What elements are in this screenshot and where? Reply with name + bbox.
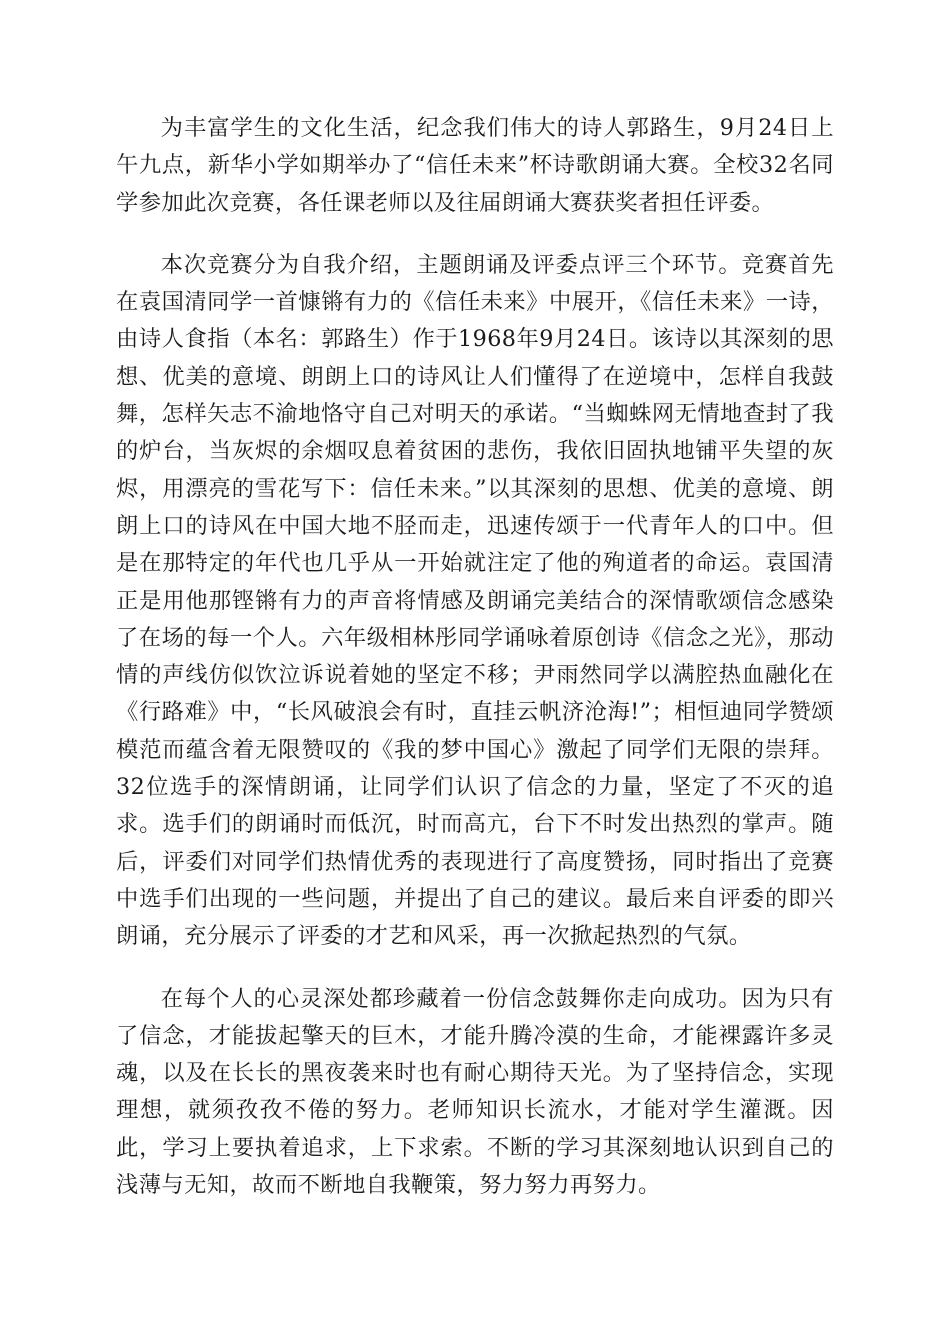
paragraph-reflection: 在每个人的心灵深处都珍藏着一份信念鼓舞你走向成功。因为只有了信念，才能拔起擎天的巨木，才能升腾冷漠的生命，才能裸露许多灵魂，以及在长长的黑夜袭来时也有耐心期待天光。为了坚持信念，实现理想，就须孜孜不倦的努力。老师知识长流水，才能对学生灌溉。因此，学习上要执着追求，上下求索。不断的学习其深刻地认识到自己的浅薄与无知，故而不断地自我鞭策，努力努力再努力。 (116, 985, 834, 1199)
paragraph-competition-details: 本次竞赛分为自我介绍，主题朗诵及评委点评三个环节。竞赛首先在袁国清同学一首慷锵有力的《信任未来》中展开，《信任未来》一诗，由诗人食指（本名：郭路生）作于1968年9月24日。该诗以其深刻的思想、优美的意境、朗朗上口的诗风让人们懂得了在逆境中，怎样自我鼓舞，怎样矢志不渝地恪守自己对明天的承诺。“当蜘蛛网无情地查封了我的炉台，当灰烬的余烟叹息着贫困的悲伤，我依旧固执地铺平失望的灰烬，用漂亮的雪花写下：信任未来。”以其深刻的思想、优美的意境、朗朗上口的诗风在中国大地不胫而走，迅速传颂于一代青年人的口中。但是在那特定的年代也几乎从一开始就注定了他的殉道者的命运。袁国清正是用他那铿锵有力的声音将情感及朗诵完美结合的深情歌颂信念感染了在场的每一个人。六年级相林彤同学诵咏着原创诗《信念之光》，那动情的声线仿似饮泣诉说着她的坚定不移；尹雨然同学以满腔热血融化在《行路难》中，“长风破浪会有时，直挂云帆济沧海!”；相恒迪同学赞颂模范而蕴含着无限赞叹的《我的梦中国心》激起了同学们无限的崇拜。32位选手的深情朗诵，让同学们认识了信念的力量，坚定了不灭的追求。选手们的朗诵时而低沉，时而高亢，台下不时发出热烈的掌声。随后，评委们对同学们热情优秀的表现进行了高度赞扬，同时指出了竞赛中选手们出现的一些问题，并提出了自己的建议。最后来自评委的即兴朗诵，充分展示了评委的才艺和风采，再一次掀起热烈的气氛。 (116, 251, 834, 950)
document-body (116, 110, 834, 1229)
paragraph-event-intro: 为丰富学生的文化生活，纪念我们伟大的诗人郭路生，9月24日上午九点，新华小学如期举办了“信任未来”杯诗歌朗诵大赛。全校32名同学参加此次竞赛，各任课老师以及往届朗诵大赛获奖者担任评委。 (116, 115, 834, 216)
